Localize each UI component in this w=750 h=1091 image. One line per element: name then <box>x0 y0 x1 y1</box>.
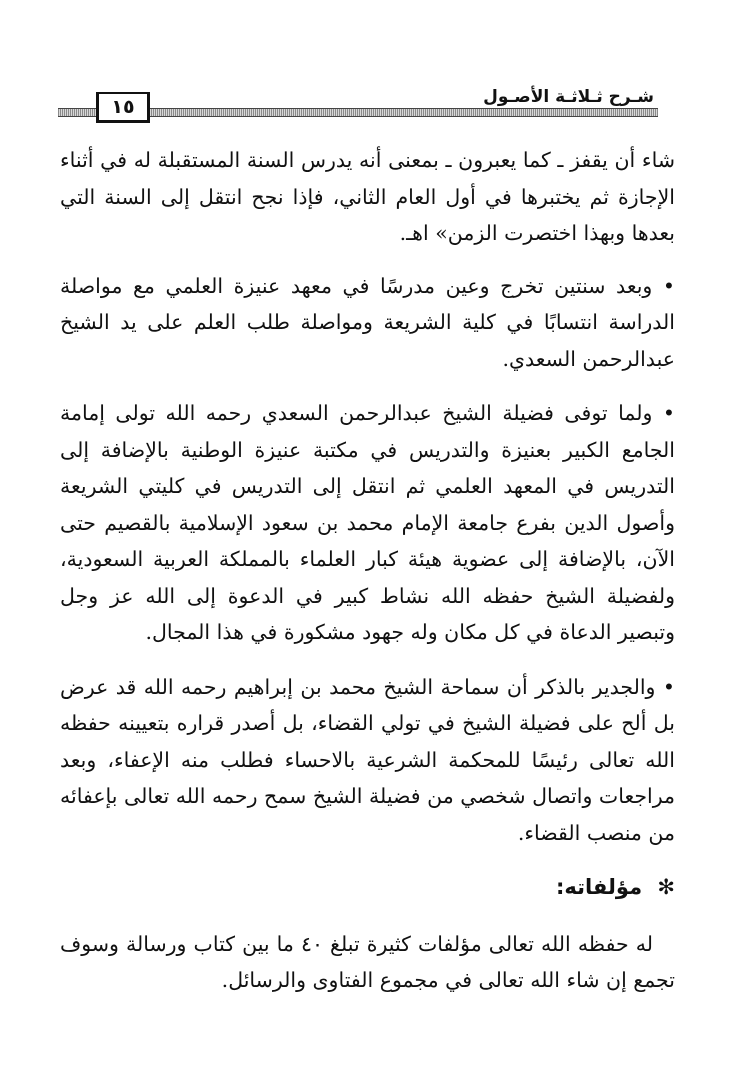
bullet-text: ولما توفى فضيلة الشيخ عبدالرحمن السعدي رحمه الله تولى إمامة الجامع الكبير بعنيزة والتدريس في مكتبة عنيزة الوطنية بالإضافة إلى التدريس في المعهد العلمي ثم انتقل إلى التدريس في كليتي الشريعة وأصول الدين بفرع جامعة الإمام محمد بن سعود الإسلامية بالقصيم حتى الآن، بالإضافة إلى عضوية هيئة كبار العلماء بالمملكة العربية السعودية، ولفضيلة الشيخ حفظه الله نشاط كبير في الدعوة إلى الله عز وجل وتبصير الدعاة في كل مكان وله جهود مشكورة في هذا المجال. <box>60 401 675 644</box>
bullet-item-2 <box>60 395 675 651</box>
star-icon: ✻ <box>657 875 675 899</box>
running-title: شـرح ثـلاثـة الأصـول <box>473 86 654 108</box>
page-header <box>58 84 658 124</box>
page-body <box>60 142 675 1017</box>
bullet-text: والجدير بالذكر أن سماحة الشيخ محمد بن إبراهيم رحمه الله قد عرض بل ألح على فضيلة الشيخ في تولي القضاء، بل أصدر قراره بتعيينه حفظه الله تعالى رئيسًا للمحكمة الشرعية بالاحساء فطلب منه الإعفاء، وبعد مراجعات واتصال شخصي من فضيلة الشيخ سمح رحمه الله تعالى بإعفائه من منصب القضاء. <box>60 674 675 845</box>
bullet-marker: • <box>662 273 675 298</box>
closing-paragraph: له حفظه الله تعالى مؤلفات كثيرة تبلغ ٤٠ ما بين كتاب ورسالة وسوف تجمع إن شاء الله تعالى في مجموع الفتاوى والرسائل. <box>60 931 675 992</box>
bullet-marker: • <box>662 674 675 699</box>
header-rule <box>143 108 658 117</box>
section-heading-text: مؤلفاته: <box>556 875 643 899</box>
bullet-text: وبعد سنتين تخرج وعين مدرسًا في معهد عنيزة العلمي مع مواصلة الدراسة انتسابًا في كلية الشريعة ومواصلة طلب العلم على يد الشيخ عبدالرحمن السعدي. <box>60 273 675 371</box>
bullet-marker: • <box>662 401 675 425</box>
intro-paragraph: شاء أن يقفز ـ كما يعبرون ـ بمعنى أنه يدرس السنة المستقبلة له في أثناء الإجازة ثم يختبرها في أول العام الثاني، فإذا نجح انتقل إلى السنة التي بعدها وبهذا اختصرت الزمن» اهـ. <box>60 148 675 245</box>
bullet-item-1 <box>60 268 675 378</box>
header-rule-left <box>58 108 96 117</box>
page-number: ١٥ <box>96 92 150 123</box>
section-heading <box>60 869 675 906</box>
bullet-item-3 <box>60 669 675 852</box>
